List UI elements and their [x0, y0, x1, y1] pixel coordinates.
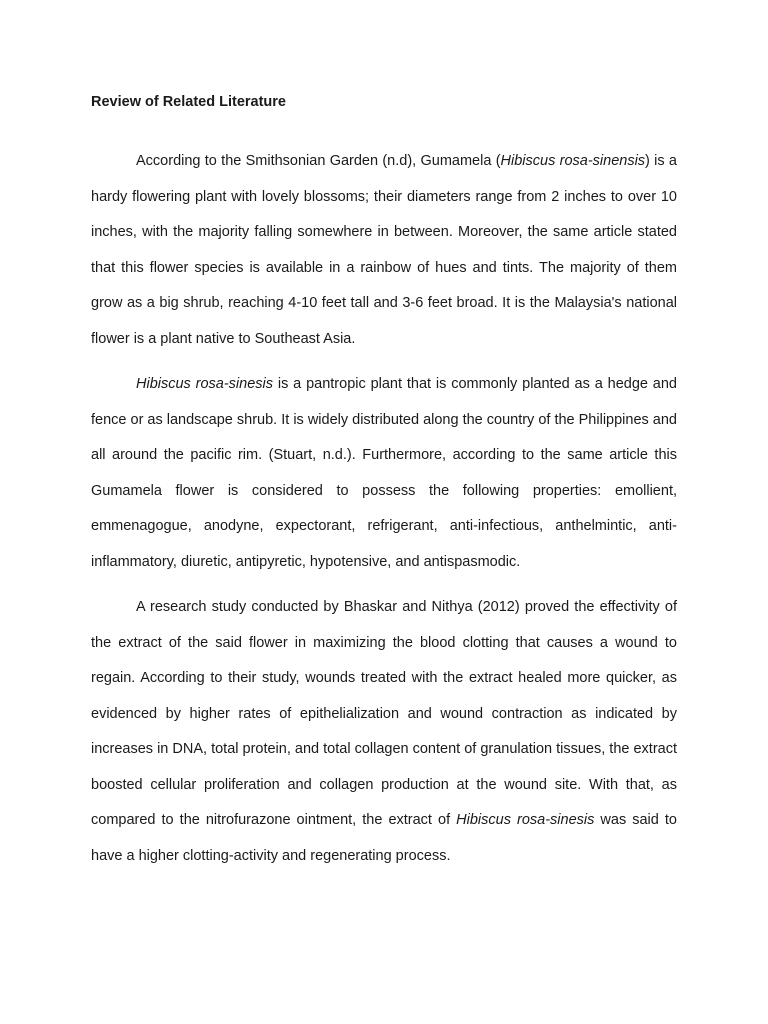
paragraph-2-scientific-name: Hibiscus rosa-sinesis [136, 376, 273, 392]
paragraph-1-scientific-name: Hibiscus rosa-sinensis [500, 153, 646, 169]
paragraph-2-text-b: is a pantropic plant that is commonly planted as a hedge and fence or as landscape shrub. It is widely distributed along the country of the Philippines and all around the pacific rim. (Stuart, n.d.). Furthermore, according to the same article this Gumamela flower is considered to possess the following properties: emollient, emmenagogue, anodyne, expectorant, refrigerant, anti-infectious, anthelmintic, anti-inflammatory, diuretic, antipyretic, hypotensive, and antispasmodic. [91, 376, 677, 570]
paragraph-1-text-c: ) is a hardy flowering plant with lovely blossoms; their diameters range from 2 inches to over 10 inches, with the majority falling somewhere in between. Moreover, the same article stated that this flower species is available in a rainbow of hues and tints. The majority of them grow as a big shrub, reaching 4-10 feet tall and 3-6 feet broad. It is the Malaysia's national flower is a plant native to Southeast Asia. [91, 153, 677, 347]
section-heading: Review of Related Literature [91, 94, 286, 110]
paragraph-1 [91, 144, 677, 357]
paragraph-3-text-c: was said to have a higher clotting-activity and regenerating process. [91, 812, 677, 864]
paragraph-3-text-a: A research study conducted by Bhaskar and Nithya (2012) proved the effectivity of the extract of the said flower in maximizing the blood clotting that causes a wound to regain. According to their study, wounds treated with the extract healed more quicker, as evidenced by higher rates of epithelialization and wound contraction as indicated by increases in DNA, total protein, and total collagen content of granulation tissues, the extract boosted cellular proliferation and collagen production at the wound site. With that, as compared to the nitrofurazone ointment, the extract of [91, 599, 677, 828]
document-page [91, 92, 677, 874]
paragraph-2 [91, 367, 677, 580]
paragraph-1-text-a: According to the Smithsonian Garden (n.d), Gumamela ( [136, 153, 501, 169]
paragraph-3-scientific-name: Hibiscus rosa-sinesis [456, 812, 595, 828]
paragraph-3 [91, 590, 677, 874]
